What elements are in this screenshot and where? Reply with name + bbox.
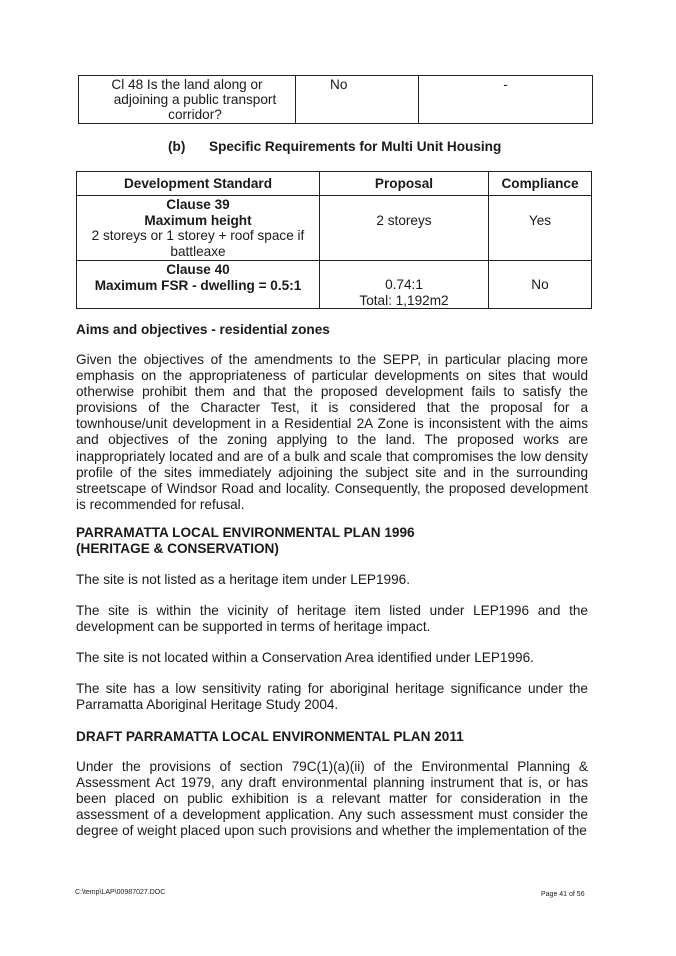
aims-paragraph: Given the objectives of the amendments to the SEPP, in particular placing more emphasis on the appropriateness of particular developments on sites that would otherwise prohibit them and that the proposed development fails to satisfy the provisions of the Character Test, it is considered that the proposal for a townhouse/unit development in a Residential 2A Zone is inconsistent with the aims and objectives of the zoning applying to the land. The proposed works are inappropriately located and are of a bulk and scale that compromises the low density profile of the sites immediately adjoining the subject site and in the surrounding streetscape of Windsor Road and locality. Consequently, the proposed development is recommended for refusal. (76, 352, 588, 512)
table-cell-standard (77, 261, 320, 309)
table-cell-proposal (320, 196, 489, 261)
section-b-label: (b) (168, 139, 186, 154)
table-cell-proposal (320, 261, 489, 309)
table-cell-answer: No (296, 76, 419, 124)
table-row (77, 196, 592, 261)
clause-label: Clause 39 (166, 197, 230, 212)
lep1996-paragraph-1: The site is not listed as a heritage item under LEP1996. (76, 572, 410, 587)
multi-unit-requirements-table (76, 171, 592, 309)
table-cell-clause (79, 76, 296, 124)
heading-line: PARRAMATTA LOCAL ENVIRONMENTAL PLAN 1996 (76, 525, 415, 540)
table-header-row (77, 172, 592, 196)
draft-lep2011-heading: DRAFT PARRAMATTA LOCAL ENVIRONMENTAL PLAN 2011 (76, 729, 464, 744)
lep1996-paragraph-3: The site is not located within a Conservation Area identified under LEP1996. (76, 650, 534, 665)
cell-text: Cl 48 Is the land along or (111, 77, 263, 92)
standard-title: Maximum height (144, 212, 252, 228)
proposal-text: 0.74:1 (385, 277, 423, 292)
aims-heading: Aims and objectives - residential zones (76, 322, 330, 337)
heading-line: (HERITAGE & CONSERVATION) (76, 541, 279, 556)
table-cell-standard (77, 196, 320, 261)
cell-text: corridor? (168, 107, 222, 122)
lep1996-heading (76, 525, 415, 557)
column-header: Development Standard (77, 172, 320, 196)
standard-text: 2 storeys or 1 storey + roof space if (91, 228, 305, 243)
section-b-title: Specific Requirements for Multi Unit Housing (209, 139, 502, 154)
draft-lep2011-paragraph: Under the provisions of section 79C(1)(a)(ii) of the Environmental Planning & Assessment Act 1979, any draft environmental planning instrument that is, or has been placed on public exhibition is a relevant matter for consideration in the assessment of a development application. Any such assessment must consider the degree of weight placed upon such provisions and whether the implementation of the (76, 759, 588, 839)
lep1996-paragraph-4: The site has a low sensitivity rating for aboriginal heritage significance under the Parramatta Aboriginal Heritage Study 2004. (76, 681, 588, 713)
table-cell-compliance: No (489, 261, 592, 309)
footer-file-path: C:\temp\LAP\00987027.DOC (75, 889, 166, 896)
footer-page-number: Page 41 of 56 (541, 891, 585, 898)
column-header: Proposal (320, 172, 489, 196)
column-header: Compliance (489, 172, 592, 196)
lep1996-paragraph-2: The site is within the vicinity of heritage item listed under LEP1996 and the development can be supported in terms of heritage impact. (76, 603, 588, 635)
proposal-text: 2 storeys (376, 213, 432, 228)
standard-title: Maximum FSR - dwelling = 0.5:1 (94, 277, 302, 293)
cell-text: adjoining a public transport (113, 92, 277, 107)
table-cell-comment: - (419, 76, 593, 124)
table-row (77, 261, 592, 309)
clause-48-table (78, 75, 593, 124)
table-row (79, 76, 593, 124)
table-cell-compliance: Yes (489, 196, 592, 261)
clause-label: Clause 40 (166, 262, 230, 277)
standard-text: battleaxe (170, 243, 226, 259)
proposal-text: Total: 1,192m2 (359, 292, 449, 308)
